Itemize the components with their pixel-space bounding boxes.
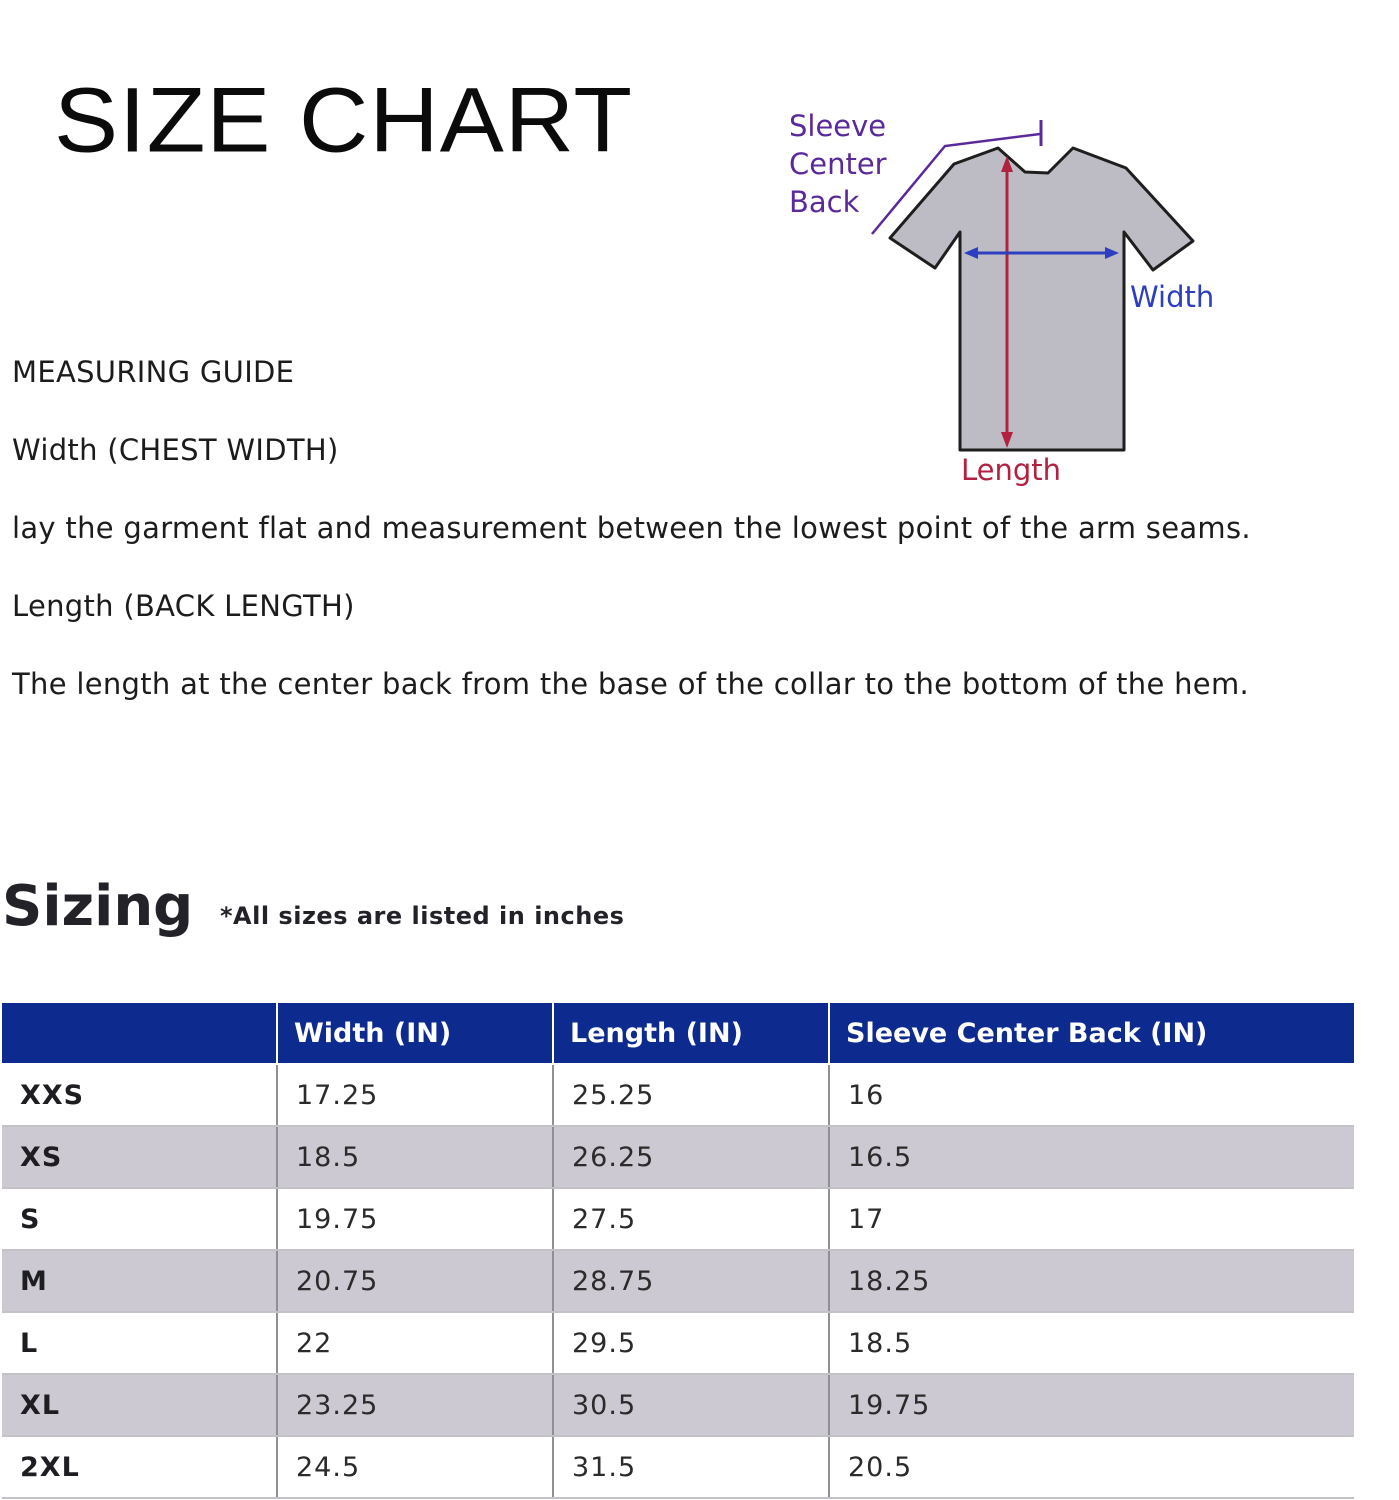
table-row — [2, 1374, 1354, 1436]
column-header-size — [2, 1003, 277, 1064]
sleeve-cell: 19.75 — [829, 1374, 1354, 1436]
length-cell: 31.5 — [553, 1436, 829, 1498]
width-description: lay the garment flat and measurement between the lowest point of the arm seams. — [12, 511, 1251, 545]
length-title: Length (BACK LENGTH) — [12, 589, 355, 623]
width-title: Width (CHEST WIDTH) — [12, 433, 339, 467]
width-label: Width — [1130, 280, 1215, 314]
width-cell: 23.25 — [277, 1374, 553, 1436]
size-cell: S — [2, 1188, 277, 1250]
length-cell: 29.5 — [553, 1312, 829, 1374]
table-row — [2, 1126, 1354, 1188]
size-cell: XL — [2, 1374, 277, 1436]
tshirt-diagram — [770, 96, 1230, 496]
size-table — [2, 1003, 1354, 1499]
table-row — [2, 1436, 1354, 1498]
column-header-width: Width (IN) — [277, 1003, 553, 1064]
page-title: SIZE CHART — [54, 69, 633, 172]
size-cell: M — [2, 1250, 277, 1312]
length-cell: 26.25 — [553, 1126, 829, 1188]
width-cell: 19.75 — [277, 1188, 553, 1250]
table-row — [2, 1188, 1354, 1250]
sleeve-label-2: Center — [789, 147, 887, 181]
length-description: The length at the center back from the base of the collar to the bottom of the hem. — [12, 667, 1250, 701]
width-cell: 18.5 — [277, 1126, 553, 1188]
measuring-guide-heading: MEASURING GUIDE — [12, 355, 295, 389]
size-cell: XS — [2, 1126, 277, 1188]
sleeve-label-3: Back — [789, 185, 860, 219]
column-header-length: Length (IN) — [553, 1003, 829, 1064]
width-cell: 24.5 — [277, 1436, 553, 1498]
sizing-title: Sizing — [2, 874, 194, 939]
sizing-note: *All sizes are listed in inches — [220, 902, 625, 930]
table-row — [2, 1064, 1354, 1126]
sleeve-cell: 18.5 — [829, 1312, 1354, 1374]
table-row — [2, 1312, 1354, 1374]
table-row — [2, 1250, 1354, 1312]
width-cell: 17.25 — [277, 1064, 553, 1126]
length-cell: 30.5 — [553, 1374, 829, 1436]
size-cell: XXS — [2, 1064, 277, 1126]
sleeve-cell: 18.25 — [829, 1250, 1354, 1312]
column-header-sleeve: Sleeve Center Back (IN) — [829, 1003, 1354, 1064]
sleeve-label-1: Sleeve — [789, 109, 887, 143]
size-cell: L — [2, 1312, 277, 1374]
sleeve-cell: 20.5 — [829, 1436, 1354, 1498]
sleeve-cell: 17 — [829, 1188, 1354, 1250]
width-cell: 20.75 — [277, 1250, 553, 1312]
size-cell: 2XL — [2, 1436, 277, 1498]
sleeve-cell: 16.5 — [829, 1126, 1354, 1188]
table-header-row — [2, 1003, 1354, 1064]
width-cell: 22 — [277, 1312, 553, 1374]
length-label: Length — [961, 453, 1062, 487]
length-cell: 25.25 — [553, 1064, 829, 1126]
length-cell: 27.5 — [553, 1188, 829, 1250]
length-cell: 28.75 — [553, 1250, 829, 1312]
sleeve-cell: 16 — [829, 1064, 1354, 1126]
